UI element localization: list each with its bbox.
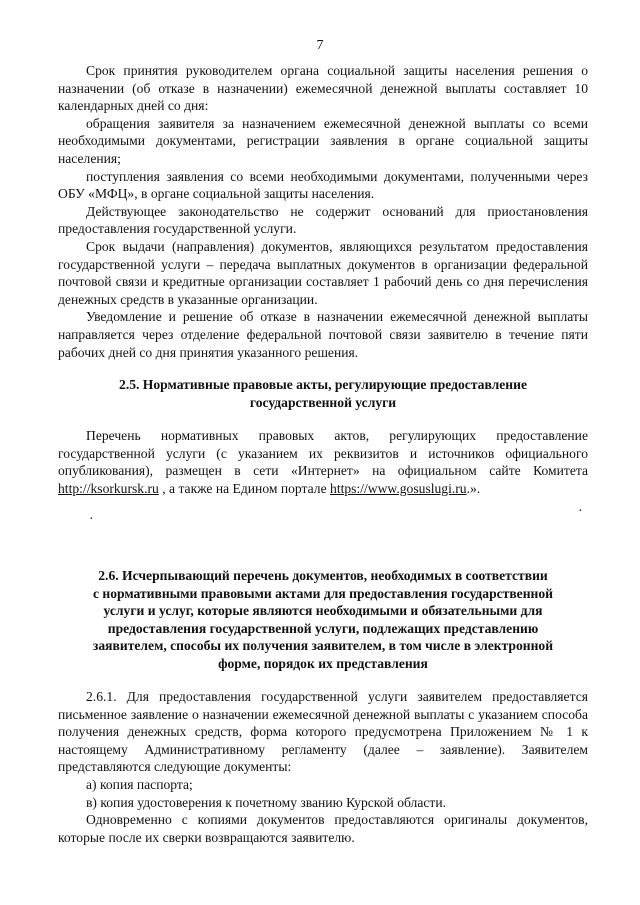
heading-line: предоставления государственной услуги, подлежащих представлению — [107, 620, 539, 636]
heading-line: услуги и услуг, которые являются необходимыми и обязательными для — [103, 603, 543, 619]
heading-line: 2.5. Нормативные правовые акты, регулирующие предоставление — [119, 377, 527, 392]
scan-mark: · — [578, 504, 583, 519]
legal-acts-text-end: .». — [466, 480, 481, 496]
section-2-5-heading — [58, 376, 588, 411]
section-2-6-body — [58, 688, 588, 846]
paragraph-refusal-notice: Уведомление и решение об отказе в назначении ежемесячной денежной выплаты направляется через отделение федеральной почтовой связи заявителю в течение пяти рабочих дней со дня принятия указанного решения. — [58, 309, 588, 360]
paragraph-legal-acts — [58, 427, 588, 497]
scan-mark: · — [89, 512, 94, 527]
section-2-6-heading — [58, 567, 588, 673]
paragraph-issue-term: Срок выдачи (направления) документов, являющихся результатом предоставления государственной услуги – передача выплатных документов в организации федеральной почтовой связи и кредитные организации составляет 1 рабочий день со дня перечисления денежных средств в указанные организации. — [58, 238, 588, 307]
paragraph-no-suspension: Действующее законодательство не содержит оснований для приостановления предоставления государственной услуги. — [58, 203, 588, 237]
ksorkursk-link[interactable]: http://ksorkursk.ru — [58, 480, 159, 496]
heading-line: заявителем, способы их получения заявителем, в том числе в электронной — [92, 638, 554, 654]
paragraph-originals: Одновременно с копиями документов предоставляются оригиналы документов, которые после их сверки возвращаются заявителю. — [58, 812, 588, 845]
heading-line: форме, порядок их представления — [218, 655, 428, 671]
paragraph-decision-term: Срок принятия руководителем органа социальной защиты населения решения о назначении (об отказе в назначении) ежемесячной денежной выплаты составляет 10 календарных дней со дня: — [58, 63, 588, 114]
legal-acts-text-mid: , а также на Едином портале — [158, 480, 331, 496]
gosuslugi-link[interactable]: https://www.gosuslugi.ru — [330, 480, 467, 496]
legal-acts-text: Перечень нормативных правовых актов, регулирующих предоставление государственной услуги (с указанием их реквизитов и источников официального опубликования), размещен в сети «Интернет» на официальном сайте Комитета — [58, 428, 588, 479]
heading-line: государственной услуги — [249, 394, 397, 410]
intro-section — [58, 62, 588, 361]
paragraph-application-date: обращения заявителя за назначением ежемесячной денежной выплаты со всеми необходимыми документами, регистрации заявления в органе социальной защиты населения; — [58, 115, 588, 166]
list-item-honorary-certificate: в) копия удостоверения к почетному званию Курской области. — [86, 794, 447, 810]
page-number: 7 — [316, 38, 324, 53]
heading-line: 2.6. Исчерпывающий перечень документов, необходимых в соответствии — [98, 568, 548, 583]
list-item-passport: а) копия паспорта; — [86, 776, 193, 792]
section-2-5-body — [58, 427, 588, 497]
heading-line: с нормативными правовыми актами для предоставления государственной — [92, 585, 554, 601]
paragraph-mfc-receipt: поступления заявления со всеми необходимыми документами, полученными через ОБУ «МФЦ», в органе социальной защиты населения. — [58, 168, 588, 202]
paragraph-2-6-1: 2.6.1. Для предоставления государственной услуги заявителем предоставляется письменное заявление о назначении ежемесячной денежной выплаты с указанием способа получения денежных средств, форма которого предусмотрена Приложением № 1 к настоящему Административному регламенту (далее – заявление). Заявителем представляются следующие документы: — [58, 689, 588, 775]
